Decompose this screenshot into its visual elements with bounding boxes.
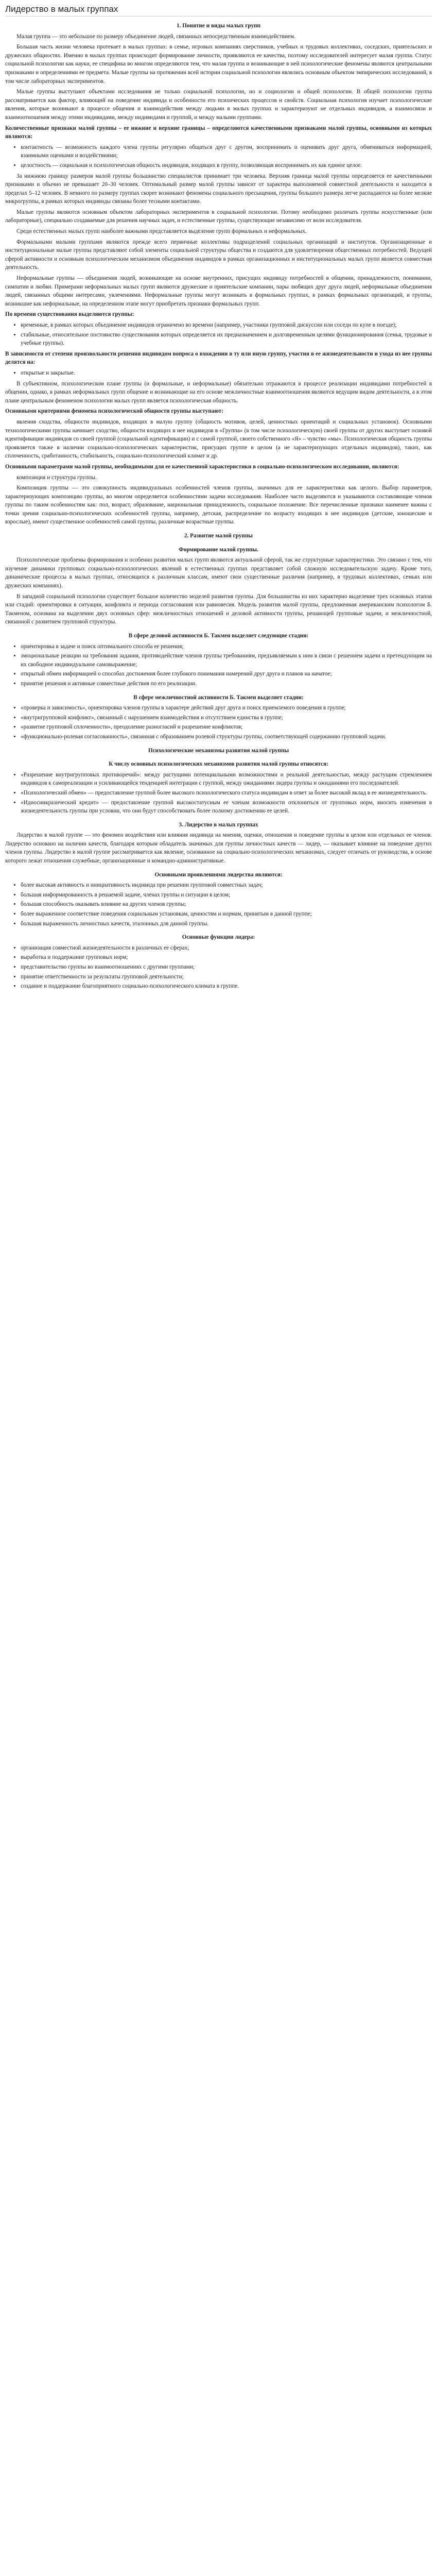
interpersonal-list: [14, 704, 432, 741]
list-item: • более высокая активность и инициативность индивида при решении групповой совместных задач;: [21, 881, 432, 890]
paragraph-bold: В зависимости от степени произвольности решения индивидом вопроса о вхождении в ту или иную группу, участия в ее жизнедеятельности и ухода из нее группы делятся на:: [5, 350, 432, 366]
page: [0, 0, 436, 991]
list-item: • «Идиосинкразический кредит» — предоставление группой высокостатусным ее членам возможности отклониться от групповых норм, вносить изменения в жизнедеятельность группы при условии, что они будут способствовать более полному достижению ее целей.: [21, 799, 432, 816]
list-heading: В сфере деловой активности Б. Такмен выделяет следующие стадии:: [128, 633, 309, 639]
list-item: • «Разрешение внутригрупповых противоречий»: между растущими потенциальными возможностями и реальной деятельностью, между растущим стремлением индивидов к самореализации и усиливающейся тенденцией интеграции с группой, между ожиданиями лидера группы и ожиданиями его последователей.: [21, 771, 432, 788]
paragraph: За нижнюю границу размеров малой группы большинство специалистов принимает три человека. Верхняя граница малой группы определяется ее качественными признаками и обычно не превышает 20–30 человек. Оптимальный размер малой группы зависит от характера выполняемой совместной деятельности и находится в пределах 5–12 человек. В немного по размеру группах скорее возникают феномены социального пресыщения, группы большого размера легче распадаются на более мелкие микрогруппы, в рамках которых индивиды связаны более тесными контактами.: [5, 173, 432, 205]
list-item: • большая информированность в решаемой задаче, членах группы и ситуации в целом;: [21, 891, 432, 900]
list-item: • «функционально-ролевая согласованность», связанная с образованием ролевой структуры группы, соответствующей содержанию групповой задачи.: [21, 733, 432, 741]
paragraph: В западной социальной психологии существует большое количество моделей развития группы. Для большинства из них характерно выделение трех основных этапов или стадий: ориентировки в ситуации, конфликта и периода согласования или равновесия. Модель развития малой группы, предложенная американским психологом Б. Такменом, основана на выделении двух основных сфер: межличностных отношений и деловой активности группы, решающей групповые задачи, и межличностной, связанной с развитием групповой структуры.: [5, 593, 432, 625]
list-item: • стабильные, относительное постоянство существования которых определяется их предназначением и долговременным целями функционирования (семья, трудовые и учебные группы).: [21, 331, 432, 348]
list-item: • организация совместной жизнедеятельности в различных ее сферах;: [21, 944, 432, 953]
list-item: • ориентировка в задаче и поиск оптимального способа ее решения;: [21, 642, 432, 651]
dependence-list: [14, 369, 432, 378]
features-list: [14, 143, 432, 170]
list-item: • целостность — социальная и психологическая общность индивидов, входящих в группу, позволяющая воспринимать их как единое целое.: [21, 161, 432, 170]
paragraph: Неформальные группы — объединения людей, возникающие на основе внутренних, присущих индивиду потребностей в общении, принадлежности, понимании, симпатии и любви. Примерами неформальных малых групп являются дружеские и приятельские компании, пары любящих друг друга людей, неформальные объединения людей, связанных общими интересами, увлечениями. Неформальные группы могут возникать в формальных группах, в рамках формальных организаций, и группы, возникшие как неформальные, на определенном этапе могут приобретать признаки формальных групп.: [5, 275, 432, 307]
paragraph: Композиция группы — это совокупность индивидуальных особенностей членов группы, значимых для ее характеристики как целого. Выбор параметров, характеризующих композицию группы, во многом определяется особенностями задачи исследования. Наиболее часто выделяются и указываются составляющие членов группы по таким особенностям как: пол, возраст, образование, национальная принадлежность, социальное положение. Все перечисленные признаки наименее важны с точки зрения социально-психологических особенностей группы, например, детская, распределение по возрасту входящих в нее индивидов (детские, юношеские и взрослые), имеют существенное особенностей самой группы, различные возрастные группы.: [5, 485, 432, 526]
list-item: • принятие ответственности за результаты групповой деятельности;: [21, 973, 432, 981]
section-subheading: Формирование малой группы.: [179, 546, 258, 553]
paragraph: В субъективном, психологическом плане группы (и формальные, и неформальные) обязательно отражаются в процессе реализации индивидами потребностей в общении, однако, в рамках неформальных групп общение и возникающие на его основе межличностные взаимоотношения являются ведущим видом деятельности, а в этом плане центральным феноменом психологии малых групп является психологическая общность.: [5, 380, 432, 404]
list-item: • выработка и поддержание групповых норм;: [21, 953, 432, 962]
paragraph: композиция и структура группы.: [16, 474, 97, 481]
list-item: • большая выраженность личностных качеств, эталонных для данной группы.: [21, 920, 432, 928]
list-item: • «внутригрупповой конфликт», связанный с нарушением взаимодействия и отсутствием единства в группе;: [21, 714, 432, 722]
list-item: • контактность — возможность каждого члена группы регулярно общаться друг с другом, воспринимать и оценивать друг друга, обмениваться информацией, взаимными оценками и воздействиями;: [21, 143, 432, 160]
list-item: • открытый обмен информацией о способах достижения более глубокого понимания намерений друг друга и планов на начатое;: [21, 670, 432, 679]
list-item: • представительство группы во взаимоотношениях с другими группами;: [21, 963, 432, 972]
duration-list: [14, 321, 432, 348]
section-heading: 2. Развитие малой группы: [184, 533, 253, 539]
list-item: • «Психологический обмен» — предоставление группой более высокого психологического статуса индивидам в ответ за более высокий вклад в ее жизнедеятельность.: [21, 789, 432, 798]
paragraph-bold: По времени существования выделяются группы:: [5, 311, 134, 318]
paragraph-bold: Количественные признаки малой группы – ее нижние и верхние границы – определяются качественными признаками малой группы, основными из которых являются:: [5, 125, 432, 140]
paragraph: Большая часть жизни человека протекает в малых группах: в семье, игровых компаниях сверстников, учебных и трудовых коллективах, соседских, приятельских и дружеских общностях. Именно в малых группах происходит формирование личности, проявляются ее качества, поэтому исследователей интересует малая группа. Статус социальной психологии как науки, ее специфика во многом определяются тем, что малая группа и возникающие в ней психологические феномены являются центральными признаками и определениями ее предмета. Малые группы на протяжении всей истории социальной психологии являлись основным объектом эмпирических исследований, в том числе лабораторных экспериментов.: [5, 44, 432, 84]
paragraph: Психологические проблемы формирования и особенно развития малых групп являются актуальной сферой, так же структурные характеристики. Это связано с тем, что изучение динамики групповых социально-психологических явлений в естественных группах представляет собой сложную исследовательскую задачу. Кроме того, динамические процессы в малых группах, относящихся к различным классам, имеют свои существенные различия (например, в трудовых коллективах, семьях или дружеских компаниях).: [5, 557, 432, 589]
list-item: • более выраженное соответствие поведения социальным установкам, ценностям и нормам, принятым в данной группе;: [21, 910, 432, 919]
list-item: • большая способность оказывать влияние на других членов группы;: [21, 900, 432, 909]
list-heading: Основными проявлениями лидерства являются:: [154, 871, 283, 878]
list-item: • открытые и закрытые.: [21, 369, 432, 378]
paragraph: Малые группы являются основным объектом лабораторных экспериментов в социальной психологии. Потому необходимо различать группы искусственные (или лабораторные), специально создаваемые для решения научных задач, и естественные группы, существующие независимо от воли исследователя.: [5, 209, 432, 224]
page-title: Лидерство в малых группах: [5, 4, 432, 16]
paragraph: явления сходства, общности индивидов, входящих в малую группу (общность мотивов, целей, ценностных ориентаций и социальных установок). Основными технологическими группы начинает сходство, общности входящих в нее индивидов в «Группа» (в том числе психологическую) своей группы от других выступает основой идентификации индивидов со своей группой (социальной идентификации) и с самой группой, своего собственного «Я» – чувство «мы». Психологическая общность группы проявляется также в наличии социально-психологических характеристик, присущих группе в целом (а не характеризующих отдельных индивидов), таких, как сплоченность, сработанность, стабильность, социально-психологический климат и др.: [5, 418, 432, 460]
list-heading: К числу основных психологических механизмов развития малой группы относятся:: [109, 761, 328, 768]
list-item: • «развитие групповой сплоченности», преодоление разногласий и разрешение конфликтов;: [21, 723, 432, 732]
list-heading: В сфере межличностной активности Б. Такмен выделяет стадии:: [133, 694, 304, 701]
list-item: • «проверка и зависимость», ориентировка членов группы в характере действий друг друга и поиск приемлемого поведения в группе;: [21, 704, 432, 713]
paragraph: Малая группа — это небольшое по размеру объединение людей, связанных непосредственным взаимодействием.: [16, 33, 295, 40]
section-heading: Психологические механизмы развития малой группы: [148, 747, 289, 754]
manifest-list: [14, 881, 432, 928]
section-heading: 3. Лидерство в малых группах: [179, 821, 258, 828]
list-item: • принятие решения и активные совместные действия по его реализации.: [21, 680, 432, 688]
list-item: • эмоциональные реакции на требования задания, противодействие членов группы требованиям, предъявляемым к ним в связи с решением задачи и претендующим на их свободное индивидуальное самовыражение;: [21, 652, 432, 669]
paragraph-bold: Основными параметрами малой группы, необходимыми для ее качественной характеристики в социально-психологическом исследовании, являются:: [5, 463, 399, 470]
paragraph: Лидерство в малой группе — это феномен воздействия или влияния индивида на мнения, оценки, отношения и поведение группы в целом или отдельных ее членов. Лидерство основано на наличии качеств, благодаря которым обладатель значимых для группы личностных качеств — лидер, — оказывает влияние на поведение других членов группы. Лидерство в малой группе рассматривается как явление, основанное на социально-психологических механизмах, следует отличать от руководства, в основе которого лежат отношения служебные, организационные и командно-административные.: [5, 832, 432, 865]
paragraph-bold: Основными критериями феномена психологической общности группы выступают:: [5, 408, 223, 415]
task-list: [14, 642, 432, 688]
article-body: [5, 22, 432, 991]
paragraph: Среди естественных малых групп наиболее важными представляется выделение групп формальных и неформальных.: [16, 228, 307, 235]
list-heading: Основные функции лидера:: [182, 934, 255, 941]
functions-list: [14, 944, 432, 991]
mechanisms-list: [14, 771, 432, 816]
paragraph: Малые группы выступают объектами исследования не только социальной психологии, но и социологии и общей психологии. В общей психологии группа рассматривается как фактор, влияющий на поведение индивида и особенности его психических процессов и свойств. Социальная психология изучает психологические явления, которые возникают в процессе общения и взаимодействия между людьми в малых группах и характеризуют не отдельных индивидов, а взаимосвязи и взаимоотношения между этими индивидами, между индивидами и группой, и между малыми группами.: [5, 89, 432, 121]
paragraph: Формальными малыми группами являются прежде всего первичные коллективы подразделений социальных организаций и институтов. Организационные и институциональные малые группы представляют собой элементы социальной структуры общества и создаются для удовлетворения общественных потребностей. Ведущей сферой активности и основным психологическим механизмом объединения индивидов в рамках организационных и институциональных малых групп является совместная деятельность.: [5, 239, 432, 271]
list-item: • временные, в рамках которых объединение индивидов ограничено во времени (например, участники групповой дискуссии или соседи по купе в поезде);: [21, 321, 432, 330]
list-item: • создание и поддержание благоприятного социально-психологического климата в группе.: [21, 982, 432, 991]
section-heading: 1. Понятие и виды малых групп: [177, 23, 260, 29]
